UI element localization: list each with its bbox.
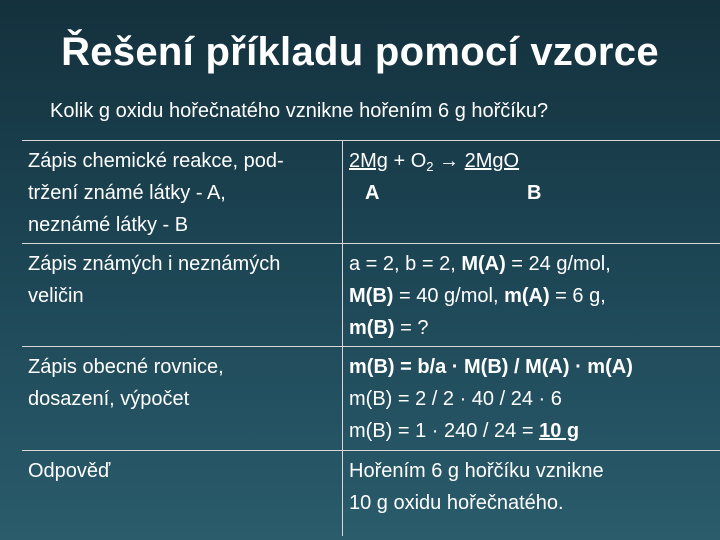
- row-value-cell: [343, 244, 720, 347]
- row-label-cell: [22, 347, 343, 451]
- equation-reactant-a: 2Mg: [349, 150, 388, 172]
- row-label-line: Zápis obecné rovnice,: [28, 356, 224, 378]
- row-label-line: Odpověď: [28, 460, 111, 482]
- table-row: [22, 451, 720, 537]
- unknown-value-line: [349, 312, 714, 344]
- general-formula: m(B) = b/a · M(B) / M(A) · m(A): [349, 356, 633, 378]
- row-value-cell: [343, 347, 720, 451]
- question-text: Kolik g oxidu hořečnatého vznikne hořením 6 g hořčíku?: [50, 100, 549, 122]
- value-mass-a: = 6 g,: [549, 285, 606, 307]
- substitution-line: m(B) = 2 / 2 · 40 / 24 · 6: [349, 388, 562, 410]
- value-ma: = 24 g/mol,: [505, 253, 611, 275]
- row-label-line: tržení známé látky - A,: [28, 182, 226, 204]
- slide-title: Řešení příkladu pomocí vzorce: [61, 30, 659, 74]
- equation-subscript: 2: [426, 159, 434, 174]
- symbol-ma-molar: M(A): [461, 253, 506, 275]
- answer-line: 10 g oxidu hořečnatého.: [349, 492, 564, 514]
- row-label-line: dosazení, výpočet: [28, 388, 190, 410]
- value-unknown: = ?: [394, 317, 429, 339]
- table-row: [22, 347, 720, 451]
- known-values-line: [349, 280, 714, 312]
- value-mb: = 40 g/mol,: [393, 285, 505, 307]
- row-label-line: neznámé látky - B: [28, 214, 189, 236]
- equation-plus-o: + O: [387, 150, 427, 172]
- row-value-cell: [343, 141, 720, 244]
- known-values-line: [349, 248, 714, 280]
- table-row: [22, 244, 720, 347]
- row-label-cell: [22, 141, 343, 244]
- result-value: 10 g: [539, 420, 580, 442]
- row-label-line: veličin: [28, 285, 84, 307]
- result-expression: m(B) = 1 · 240 / 24 =: [349, 420, 540, 442]
- answer-line: Hořením 6 g hořčíku vznikne: [349, 460, 604, 482]
- reaction-equation: [349, 145, 714, 177]
- solution-table: [22, 140, 720, 536]
- equation-arrow: →: [433, 150, 465, 172]
- row-label-line: Zápis chemické reakce, pod-: [28, 150, 284, 172]
- table-row: [22, 141, 720, 244]
- equation-product-b: 2MgO: [464, 150, 520, 172]
- row-label-line: Zápis známých i neznámých: [28, 253, 281, 275]
- row-label-cell: [22, 244, 343, 347]
- row-value-cell: [343, 451, 720, 537]
- symbol-mb-molar: M(B): [349, 285, 394, 307]
- result-line: [349, 415, 714, 447]
- symbol-ma-mass: m(A): [504, 285, 550, 307]
- label-b: B: [527, 182, 542, 204]
- symbol-mb-mass: m(B): [349, 317, 395, 339]
- label-a: A: [365, 182, 380, 204]
- row-label-cell: [22, 451, 343, 537]
- substance-labels: [349, 177, 714, 207]
- value-ab: a = 2, b = 2,: [349, 253, 462, 275]
